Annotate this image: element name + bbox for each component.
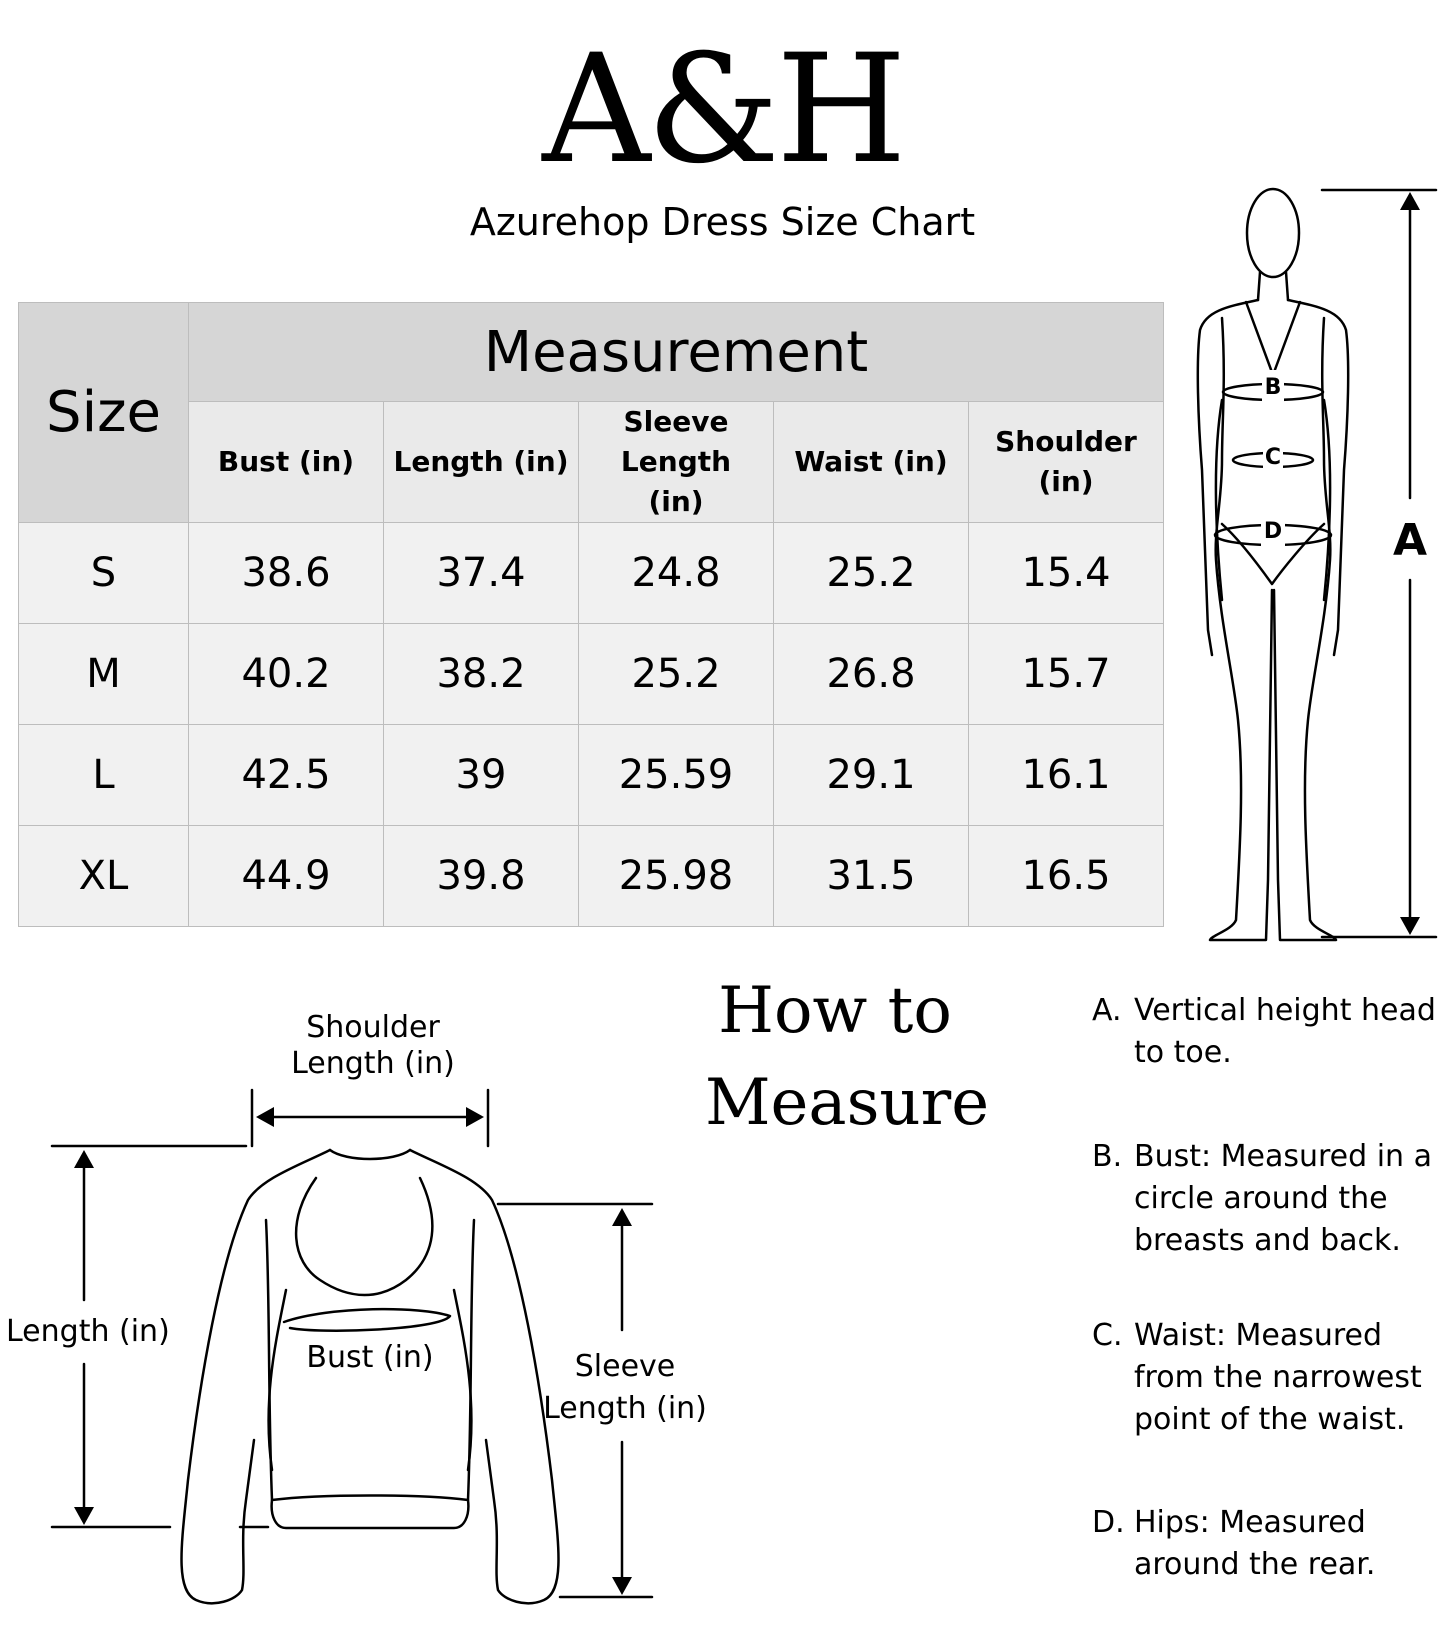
value-cell: 15.4 — [969, 523, 1164, 624]
note-key: D. — [1092, 1505, 1125, 1540]
note-text: Vertical height head to toe. — [1134, 993, 1436, 1070]
how-to-line-1: How to — [718, 974, 952, 1048]
value-cell: 25.2 — [579, 624, 774, 725]
value-cell: 44.9 — [189, 826, 384, 927]
note-key: A. — [1092, 993, 1122, 1028]
value-cell: 15.7 — [969, 624, 1164, 725]
size-column-header: Size — [19, 303, 189, 523]
column-header-sleeve — [579, 402, 774, 523]
note-text: Bust: Measured in a circle around the breasts and back. — [1134, 1139, 1432, 1258]
value-cell: 31.5 — [774, 826, 969, 927]
size-cell: S — [19, 523, 189, 624]
marker-label-d: D — [1261, 514, 1285, 550]
page-title: Azurehop Dress Size Chart — [469, 200, 976, 244]
value-cell: 25.98 — [579, 826, 774, 927]
note-key: C. — [1092, 1318, 1123, 1353]
note-text: Waist: Measured from the narrowest point of the waist. — [1134, 1318, 1422, 1437]
table-row — [19, 725, 1164, 826]
size-cell: M — [19, 624, 189, 725]
column-header-sleeve-text: Sleeve Length (in) — [620, 405, 732, 518]
bust-label: Bust (in) — [306, 1340, 434, 1375]
note-item — [1092, 1502, 1437, 1586]
size-cell: XL — [19, 826, 189, 927]
value-cell: 25.2 — [774, 523, 969, 624]
how-to-measure-heading — [705, 965, 990, 1149]
length-label: Length (in) — [6, 1314, 170, 1349]
table-row — [19, 624, 1164, 725]
marker-label-b: B — [1262, 370, 1284, 406]
value-cell: 39 — [384, 725, 579, 826]
value-cell: 16.5 — [969, 826, 1164, 927]
value-cell: 25.59 — [579, 725, 774, 826]
value-cell: 26.8 — [774, 624, 969, 725]
value-cell: 39.8 — [384, 826, 579, 927]
shoulder-length-label: Shoulder Length (in) — [291, 1010, 455, 1081]
note-item — [1092, 1315, 1437, 1441]
note-item — [1092, 990, 1437, 1074]
sleeve-length-label: Sleeve Length (in) — [543, 1349, 707, 1426]
value-cell: 38.2 — [384, 624, 579, 725]
marker-label-c: C — [1263, 440, 1283, 476]
value-cell: 42.5 — [189, 725, 384, 826]
value-cell: 38.6 — [189, 523, 384, 624]
note-key: B. — [1092, 1139, 1123, 1174]
measurement-header: Measurement — [189, 303, 1164, 402]
table-row — [19, 523, 1164, 624]
note-text: Hips: Measured around the rear. — [1134, 1505, 1376, 1582]
value-cell: 37.4 — [384, 523, 579, 624]
value-cell: 24.8 — [579, 523, 774, 624]
value-cell: 29.1 — [774, 725, 969, 826]
column-header-length: Length (in) — [384, 402, 579, 523]
column-header-bust: Bust (in) — [189, 402, 384, 523]
marker-label-a: A — [1392, 515, 1428, 566]
note-item — [1092, 1136, 1437, 1262]
value-cell: 16.1 — [969, 725, 1164, 826]
column-header-waist: Waist (in) — [774, 402, 969, 523]
size-chart-table — [18, 302, 1164, 927]
table-row — [19, 826, 1164, 927]
column-header-shoulder: Shoulder (in) — [969, 402, 1164, 523]
how-to-line-2: Measure — [705, 1066, 990, 1140]
brand-logo: A&H — [542, 23, 903, 197]
value-cell: 40.2 — [189, 624, 384, 725]
size-cell: L — [19, 725, 189, 826]
